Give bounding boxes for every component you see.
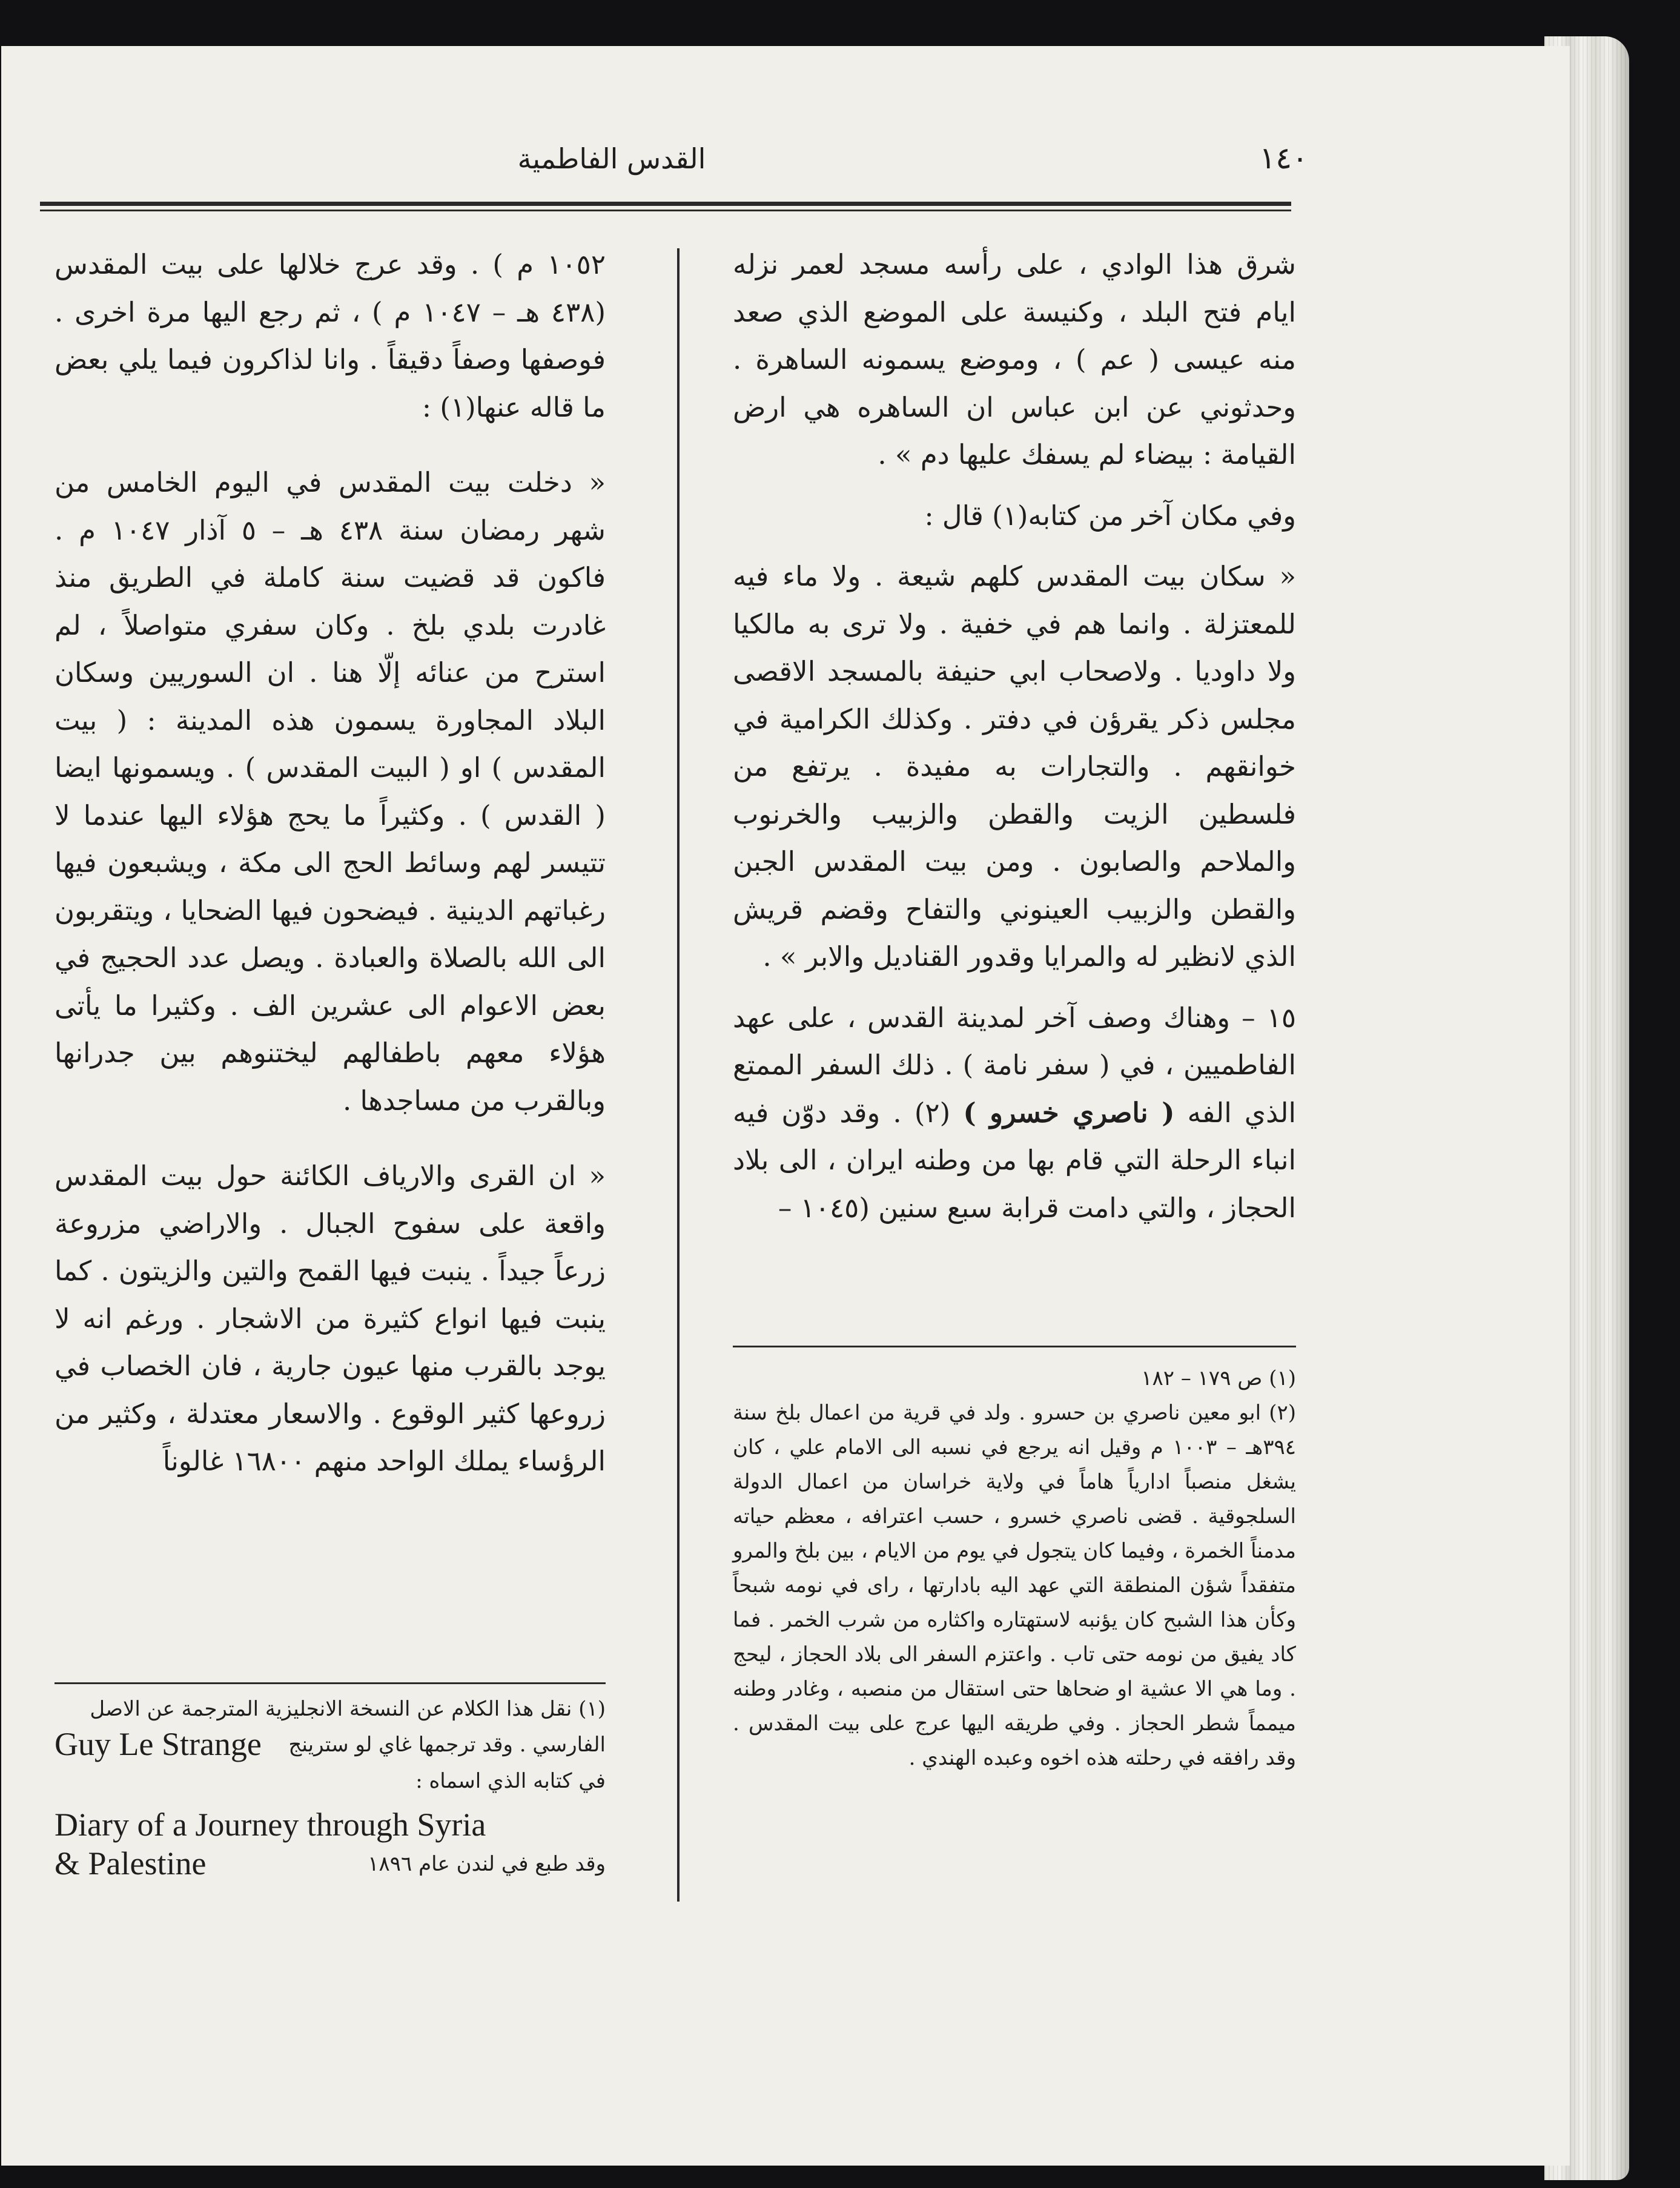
right-footnote-1: (١) ص ١٧٩ – ١٨٢ [1141,1366,1296,1390]
right-paragraph-4 [733,994,1296,1232]
guy-le-strange-latin: Guy Le Strange [55,1726,262,1762]
left-paragraph-3: « ان القرى والارياف الكائنة حول بيت المقدس واقعة على سفوح الجبال . والاراضي مزروعة زرعاً جيداً . ينبت فيها القمح والتين والزيتون . كما ينبت فيها انواع كثيرة من الاشجار . ورغم انه لا يوجد بالقرب منها عيون جارية ، فان الخصاب في زروعها كثير الوقوع . والاسعار معتدلة ، وكثير من الرؤساء يملك الواحد منهم ١٦٨٠٠ غالوناً [55,1160,606,1477]
left-column [55,241,606,1486]
left-paragraph-1: ١٠٥٢ م ) . وقد عرج خلالها على بيت المقدس (٤٣٨ هـ – ١٠٤٧ م ) ، ثم رجع اليها مرة اخرى . فوصفها وصفاً دقيقاً . وانا لذاكرون فيما يلي بعض ما قاله عنها(١) : [55,248,606,423]
left-footnote-row-5 [55,1845,606,1884]
left-footnote-row-2 [55,1726,606,1765]
book-title-latin-1: Diary of a Journey through Syria [55,1806,486,1843]
nasir-khusraw-name: ( ناصري خسرو ) [963,1096,1175,1129]
column-divider [677,248,680,1902]
running-title: القدس الفاطمية [517,142,706,175]
right-paragraph-2: وفي مكان آخر من كتابه(١) قال : [924,499,1296,532]
left-paragraph-2: « دخلت بيت المقدس في اليوم الخامس من شهر رمضان سنة ٤٣٨ هـ – ٥ آذار ١٠٤٧ م . فاكون قد قضيت سنة كاملة في الطريق منذ غادرت بلدي بلخ . وكان سفري متواصلاً ، لم استرح من عنائه إلّا هنا . ان السوريين وسكان البلاد المجاورة يسمون هذه المدينة : ( بيت المقدس ) او ( البيت المقدس ) . ويسمونها ايضا ( القدس ) . وكثيراً ما يحج هؤلاء اليها عندما لا تتيسر لهم وسائط الحج الى مكة ، ويشبعون فيها رغباتهم الدينية . فيضحون فيها الضحايا ، ويتقربون الى الله بالصلاة والعبادة . ويصل عدد الحجيج في بعض الاعوام الى عشرين الف . وكثيرا ما يأتى هؤلاء معهم باطفالهم ليختنوهم بين جدرانها وبالقرب من مساجدها . [55,466,606,1117]
book-title-latin-2: & Palestine [55,1845,207,1882]
left-footnote-line-1: (١) نقل هذا الكلام عن النسخة الانجليزية المترجمة عن الاصل [90,1697,606,1721]
left-footnotes [55,1693,606,1884]
header-rule-thick [40,202,1291,206]
right-footnotes [733,1361,1296,1776]
right-column [733,241,1296,1232]
right-footnote-rule [733,1346,1296,1347]
left-footnote-rule [55,1682,606,1684]
right-paragraph-4-start: ١٥ – وهناك وصف آخر لمدينة القدس ، على عهد الفاطميين ، في ( سفر نامة ) . ذلك السفر الممتع الذي الفه [733,1001,1296,1129]
page-number: ١٤٠ [1259,140,1308,176]
left-footnote-line-3: في كتابه الذي اسماه : [415,1769,606,1793]
right-footnote-2: (٢) ابو معين ناصري بن حسرو . ولد في قرية من اعمال بلخ سنة ٣٩٤هـ – ١٠٠٣ م وقيل انه يرجع في نسبه الى الامام علي ، كان يشغل منصباً ادارياً هاماً في ولاية خراسان من اعمال الدولة السلجوقية . قضى ناصري خسرو ، حسب اعترافه ، معظم حياته مدمناً الخمرة ، وفيما كان يتجول في يوم من الايام ، بين بلخ والمرو متفقداً شؤن المنطقة التي عهد اليه بادارتها ، راى في نومه شبحاً وكأن هذا الشبح كان يؤنبه لاستهتاره واكثاره من شرب الخمر . فما كاد يفيق من نومه حتى تاب . واعتزم السفر الى بلاد الحجاز ، ليحج . وما هي الا عشية او ضحاها حتى استقال من منصبه ، وغادر وطنه ميمماً شطر الحجاز . وفي طريقه اليها عرج على بيت المقدس . وقد رافقه في رحلته هذه اخوه وعبده الهندي . [733,1401,1297,1770]
right-paragraph-1: شرق هذا الوادي ، على رأسه مسجد لعمر نزله ايام فتح البلد ، وكنيسة على الموضع الذي صعد منه عيسى ( عم ) ، وموضع يسمونه الساهرة . وحدثوني عن ابن عباس ان الساهره هي ارض القيامة : بيضاء لم يسفك عليها دم » . [733,248,1296,471]
left-footnote-line-4: وقد طبع في لندن عام ١٨٩٦ [368,1852,606,1876]
right-paragraph-4-end: (٢) . وقد دوّن فيه انباء الرحلة التي قام بها من وطنه ايران ، الى بلاد الحجاز ، والتي دامت قرابة سبع سنين (١٠٤٥ – [733,1096,1296,1224]
header-rule-thin [40,210,1291,211]
left-footnote-line-2: الفارسي . وقد ترجمها غاي لو سترينج [288,1733,606,1757]
right-paragraph-3: « سكان بيت المقدس كلهم شيعة . ولا ماء فيه للمعتزلة . وانما هم في خفية . ولا ترى به مالكيا ولا داوديا . ولاصحاب ابي حنيفة بالمسجد الاقصى مجلس ذكر يقرؤن في دفتر . وكذلك الكرامية في خوانقهم . والتجارات به مفيدة . يرتفع من فلسطين الزيت والقطن والزبيب والخرنوب والملاحم والصابون . ومن بيت المقدس الجبن والقطن والزبيب العينوني والتفاح وقضم قريش الذي لانظير له والمرايا وقدور القناديل والابر » . [733,560,1296,973]
left-footnote-row-4 [55,1806,606,1845]
